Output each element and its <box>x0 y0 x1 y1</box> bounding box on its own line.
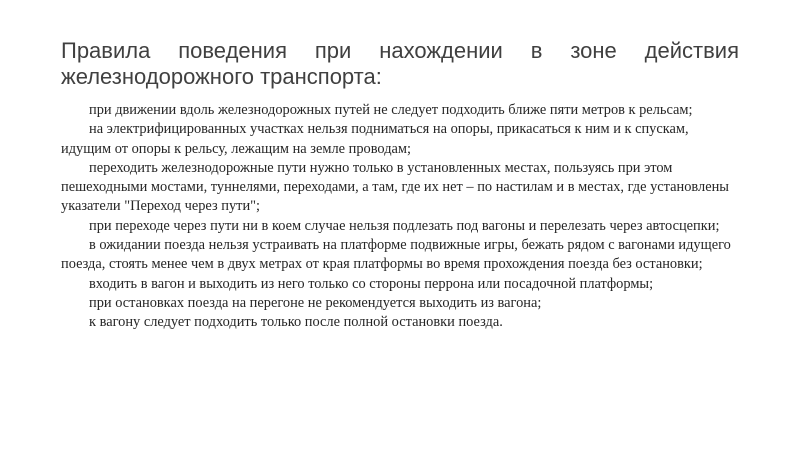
rule-item: к вагону следует подходить только после полной остановки поезда. <box>89 314 503 331</box>
rule-item: переходить железнодорожные пути нужно только в установленных местах, пользуясь при этом пешеходными мостами, туннелями, переходами, а там, где их нет – по настилам и в местах, где установлены указатели "Переход через пути"; <box>61 159 729 215</box>
rule-item: на электрифицированных участках нельзя подниматься на опоры, прикасаться к ним и к спускам, идущим от опоры к рельсу, лежащим на земле проводам; <box>61 121 689 157</box>
rules-list <box>61 101 741 333</box>
rule-item: при переходе через пути ни в коем случае нельзя подлезать под вагоны и перелезать через автосцепки; <box>89 217 720 234</box>
rule-item: входить в вагон и выходить из него только со стороны перрона или посадочной платформы; <box>89 275 654 292</box>
rule-item: при движении вдоль железнодорожных путей не следует подходить ближе пяти метров к рельсам; <box>89 102 693 118</box>
rule-item: в ожидании поезда нельзя устраивать на платформе подвижные игры, бежать рядом с вагонами идущего поезда, стоять менее чем в двух метрах от края платформы во время прохождения поезда без остановки; <box>61 237 731 273</box>
rule-item: при остановках поезда на перегоне не рекомендуется выходить из вагона; <box>89 294 542 311</box>
slide-title: Правила поведения при нахождении в зоне действия железнодорожного транспорта: <box>61 38 739 89</box>
